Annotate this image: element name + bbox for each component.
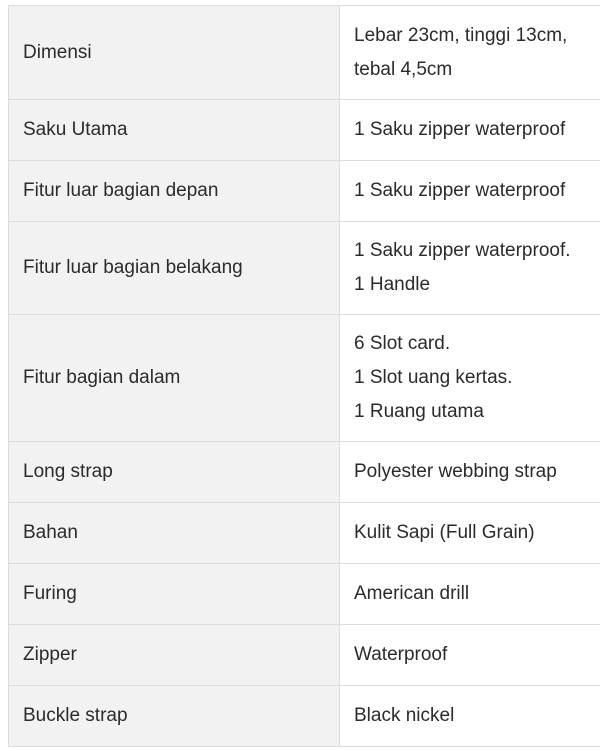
row-label: Buckle strap: [9, 686, 340, 747]
table-row: [9, 100, 600, 161]
table-row: [9, 161, 600, 222]
row-value: [340, 564, 600, 625]
row-value: [340, 442, 600, 503]
row-value: [340, 315, 600, 442]
value-line: tebal 4,5cm: [354, 58, 453, 80]
spec-table: [8, 5, 600, 747]
value-line: 1 Slot uang kertas.: [354, 367, 513, 388]
table-row: [9, 222, 600, 315]
row-label: Long strap: [9, 442, 340, 503]
row-label: Fitur luar bagian depan: [9, 161, 340, 222]
row-label: Fitur bagian dalam: [9, 315, 340, 442]
table-row: [9, 625, 600, 686]
value-line: 1 Ruang utama: [354, 401, 484, 422]
table-row: [9, 6, 600, 100]
value-line: American drill: [354, 583, 470, 604]
row-label: Saku Utama: [9, 100, 340, 161]
row-label: Dimensi: [9, 6, 340, 100]
row-label: Furing: [9, 564, 340, 625]
value-line: Lebar 23cm, tinggi 13cm,: [354, 24, 568, 46]
value-line: 6 Slot card.: [354, 333, 451, 354]
value-line: 1 Saku zipper waterproof: [354, 119, 566, 140]
value-line: Waterproof: [354, 644, 448, 665]
table-row: [9, 315, 600, 442]
value-line: Black nickel: [354, 705, 455, 726]
row-value: [340, 161, 600, 222]
row-value: [340, 625, 600, 686]
table-row: [9, 686, 600, 747]
value-line: 1 Saku zipper waterproof: [354, 180, 566, 201]
row-label: Zipper: [9, 625, 340, 686]
value-line: 1 Saku zipper waterproof.: [354, 240, 571, 261]
row-label: Bahan: [9, 503, 340, 564]
table-row: [9, 442, 600, 503]
value-line: Polyester webbing strap: [354, 461, 557, 482]
row-value: [340, 222, 600, 315]
row-value: [340, 6, 600, 100]
value-line: Kulit Sapi (Full Grain): [354, 522, 535, 543]
row-value: [340, 686, 600, 747]
table-row: [9, 503, 600, 564]
row-value: [340, 503, 600, 564]
row-label: Fitur luar bagian belakang: [9, 222, 340, 315]
table-row: [9, 564, 600, 625]
row-value: [340, 100, 600, 161]
value-line: 1 Handle: [354, 274, 431, 295]
